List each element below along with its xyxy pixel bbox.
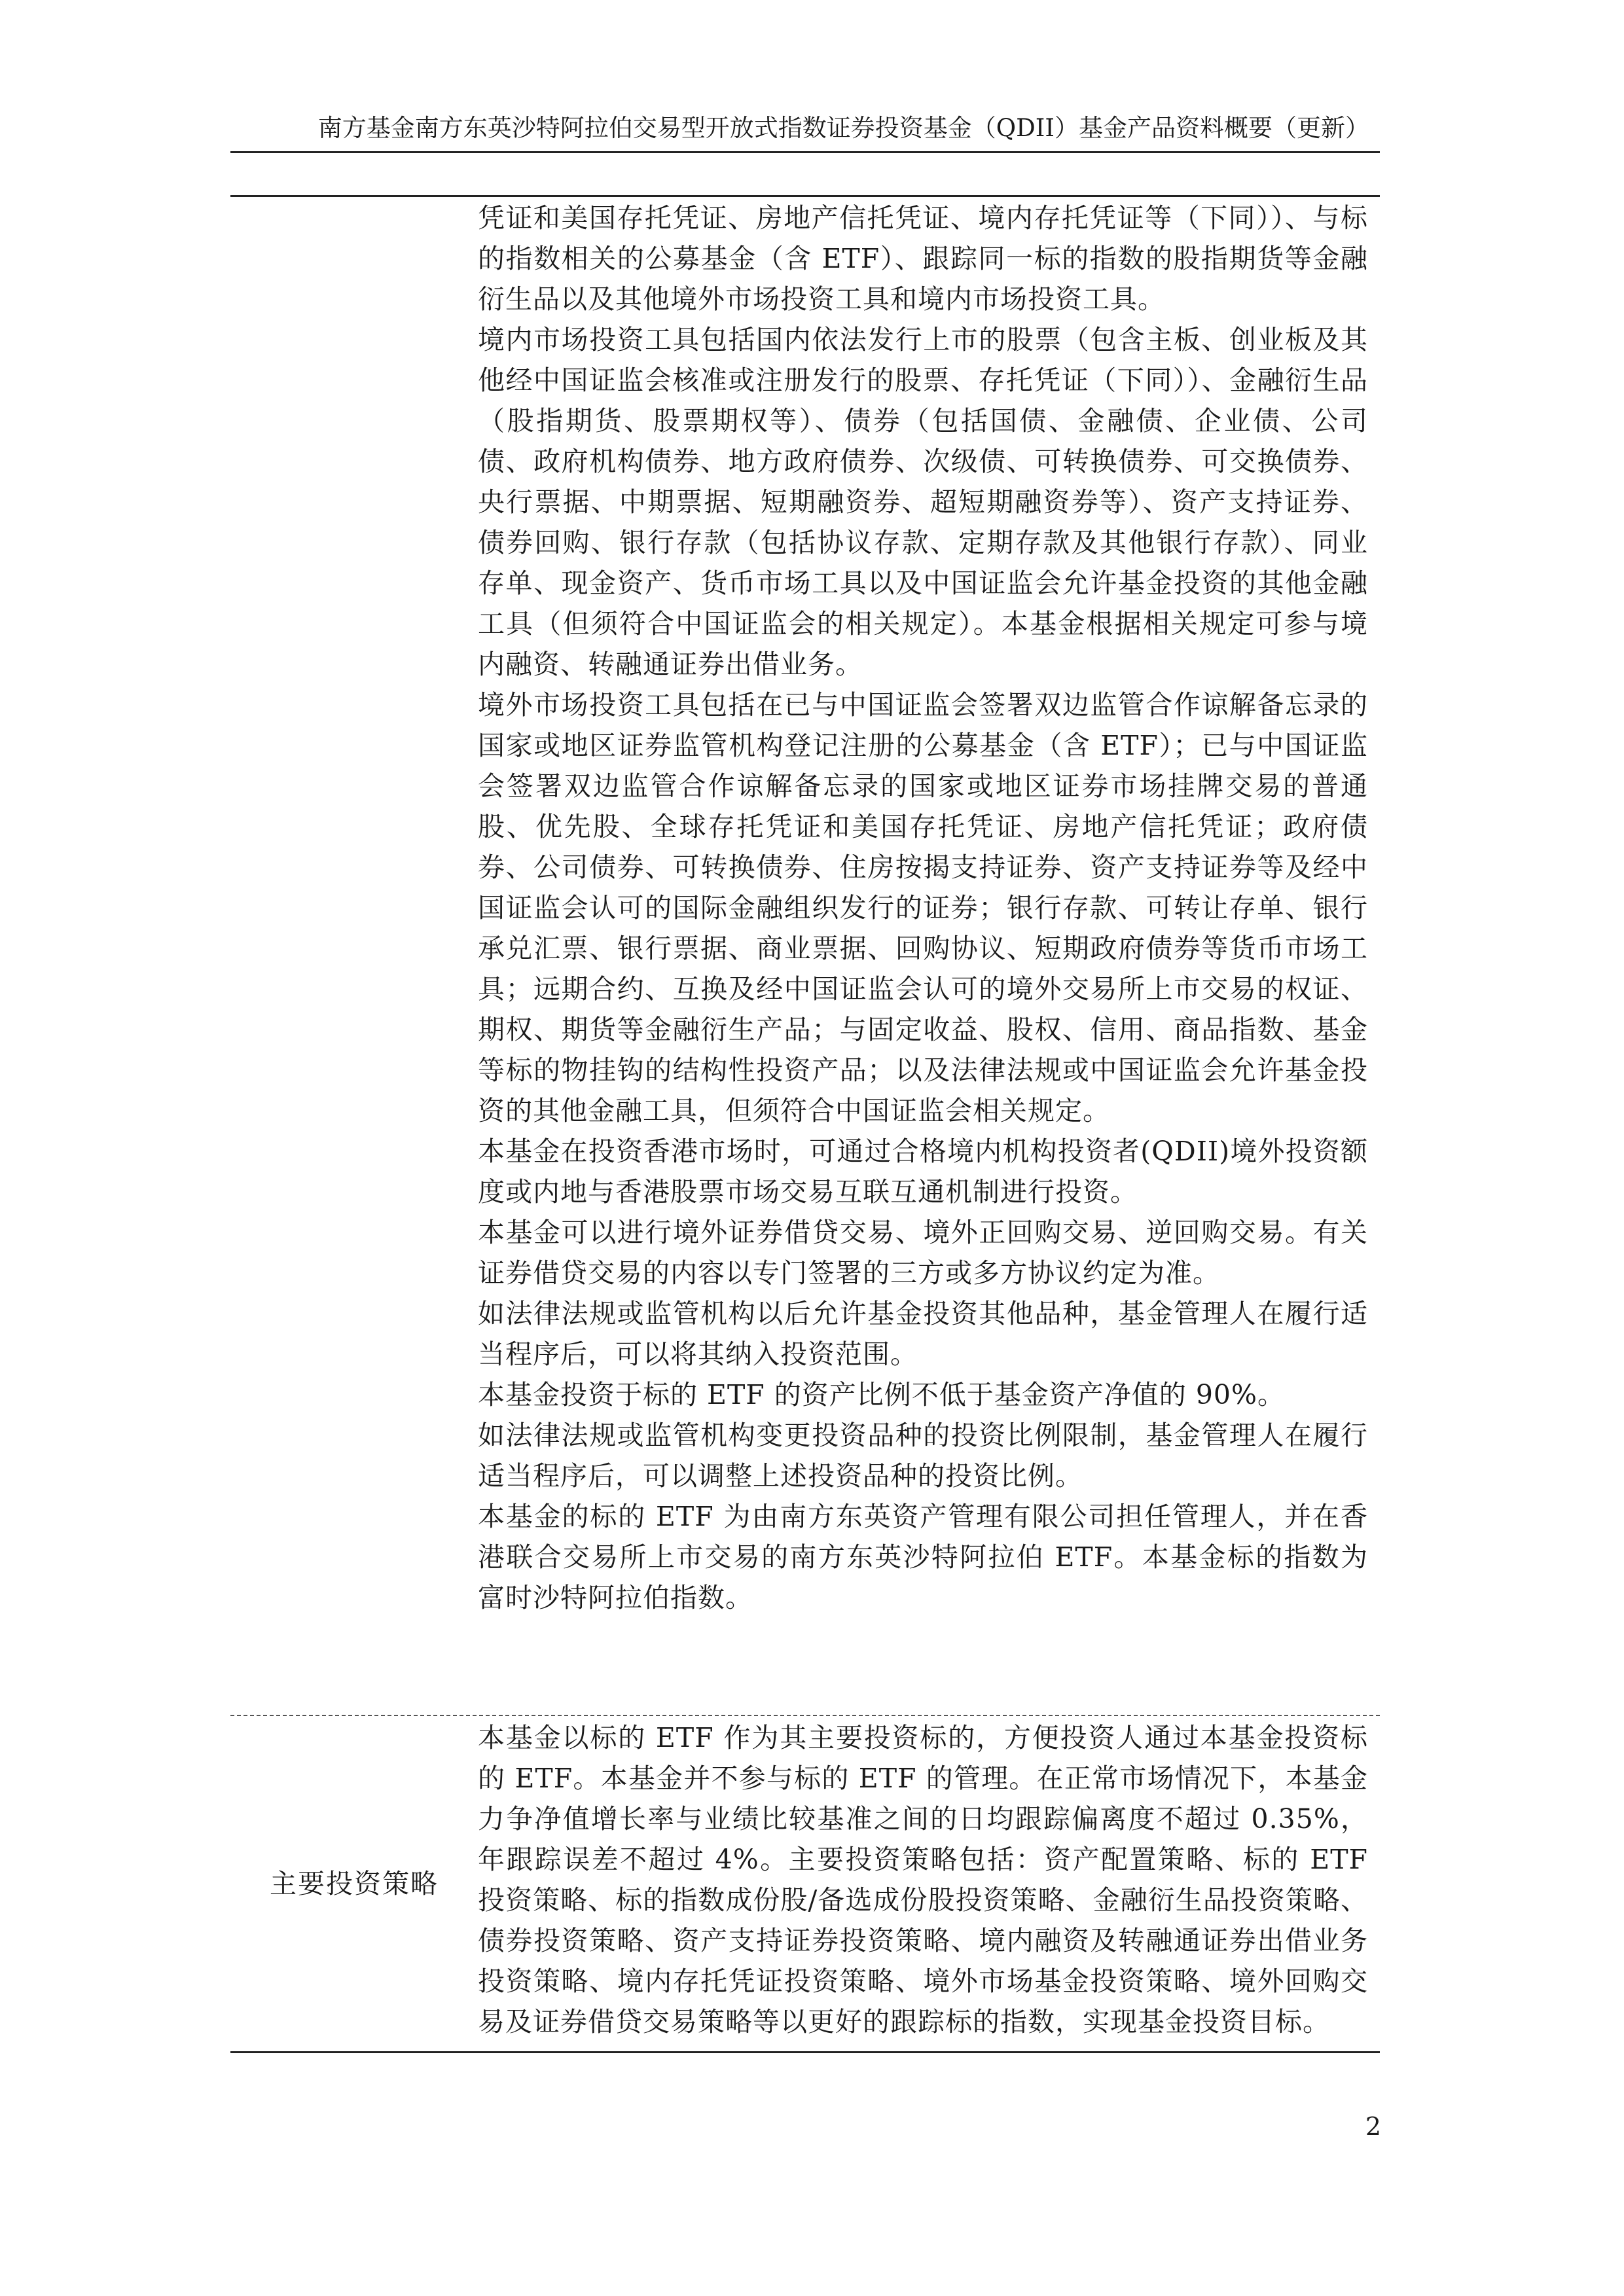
scope-paragraph-1: 凭证和美国存托凭证、房地产信托凭证、境内存托凭证等（下同））、与标的指数相关的公募基金（含 ETF）、跟踪同一标的指数的股指期货等金融衍生品以及其他境外市场投资工具和境内市场投资工具。 (478, 202, 1368, 315)
table-bottom-rule (230, 2051, 1380, 2053)
scope-paragraph-7: 本基金投资于标的 ETF 的资产比例不低于基金资产净值的 90%。 (478, 1379, 1285, 1410)
document-header: 南方基金南方东英沙特阿拉伯交易型开放式指数证券投资基金（QDII）基金产品资料概要（更新） (317, 114, 1369, 142)
strategy-cell (478, 1717, 1368, 2042)
page-number: 2 (1365, 2112, 1381, 2141)
scope-paragraph-2: 境内市场投资工具包括国内依法发行上市的股票（包含主板、创业板及其他经中国证监会核准或注册发行的股票、存托凭证（下同））、金融衍生品（股指期货、股票期权等）、债券（包括国债、金融债、企业债、公司债、政府机构债券、地方政府债券、次级债、可转换债券、可交换债券、央行票据、中期票据、短期融资券、超短期融资券等）、资产支持证券、债券回购、银行存款（包括协议存款、定期存款及其他银行存款）、同业存单、现金资产、货币市场工具以及中国证监会允许基金投资的其他金融工具（但须符合中国证监会的相关规定）。本基金根据相关规定可参与境内融资、转融通证券出借业务。 (478, 324, 1368, 680)
scope-paragraph-8: 如法律法规或监管机构变更投资品种的投资比例限制，基金管理人在履行适当程序后，可以调整上述投资品种的投资比例。 (478, 1420, 1368, 1492)
strategy-label: 主要投资策略 (270, 1868, 439, 1899)
row-divider (230, 1715, 1380, 1716)
strategy-text: 本基金以标的 ETF 作为其主要投资标的，方便投资人通过本基金投资标的 ETF。本基金并不参与标的 ETF 的管理。在正常市场情况下，本基金力争净值增长率与业绩比较基准之间的日均跟踪偏离度不超过 0.35%，年跟踪误差不超过 4%。主要投资策略包括：资产配置策略、标的 ETF 投资策略、标的指数成份股/备选成份股投资策略、金融衍生品投资策略、债券投资策略、资产支持证券投资策略、境内融资及转融通证券出借业务投资策略、境内存托凭证投资策略、境外市场基金投资策略、境外回购交易及证券借贷交易策略等以更好的跟踪标的指数，实现基金投资目标。 (478, 1722, 1368, 2037)
table-top-rule (230, 195, 1380, 197)
scope-paragraph-4: 本基金在投资香港市场时，可通过合格境内机构投资者(QDII)境外投资额度或内地与香港股票市场交易互联互通机制进行投资。 (478, 1136, 1368, 1208)
investment-scope-cell (478, 198, 1368, 1618)
scope-paragraph-3: 境外市场投资工具包括在已与中国证监会签署双边监管合作谅解备忘录的国家或地区证券监管机构登记注册的公募基金（含 ETF）；已与中国证监会签署双边监管合作谅解备忘录的国家或地区证券市场挂牌交易的普通股、优先股、全球存托凭证和美国存托凭证、房地产信托凭证；政府债券、公司债券、可转换债券、住房按揭支持证券、资产支持证券等及经中国证监会认可的国际金融组织发行的证券；银行存款、可转让存单、银行承兑汇票、银行票据、商业票据、回购协议、短期政府债券等货币市场工具；远期合约、互换及经中国证监会认可的境外交易所上市交易的权证、期权、期货等金融衍生产品；与固定收益、股权、信用、商品指数、基金等标的物挂钩的结构性投资产品；以及法律法规或中国证监会允许基金投资的其他金融工具，但须符合中国证监会相关规定。 (478, 689, 1368, 1126)
scope-paragraph-9: 本基金的标的 ETF 为由南方东英资产管理有限公司担任管理人，并在香港联合交易所上市交易的南方东英沙特阿拉伯 ETF。本基金标的指数为富时沙特阿拉伯指数。 (478, 1501, 1368, 1613)
scope-paragraph-5: 本基金可以进行境外证券借贷交易、境外正回购交易、逆回购交易。有关证券借贷交易的内容以专门签署的三方或多方协议约定为准。 (478, 1217, 1368, 1289)
header-rule (230, 151, 1380, 153)
scope-paragraph-6: 如法律法规或监管机构以后允许基金投资其他品种，基金管理人在履行适当程序后，可以将其纳入投资范围。 (478, 1298, 1368, 1370)
